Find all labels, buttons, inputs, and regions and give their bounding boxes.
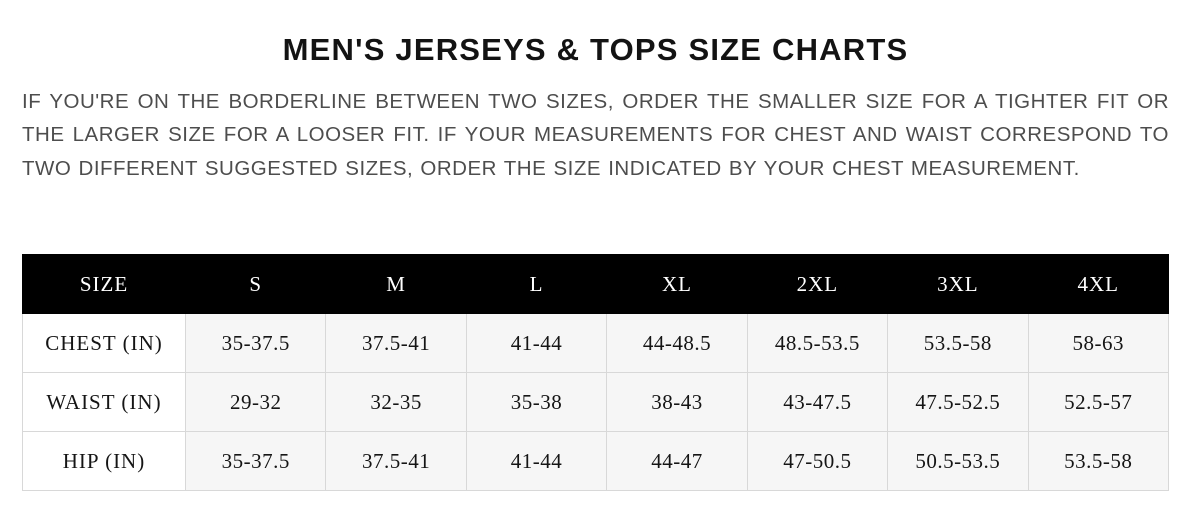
header-cell-4xl: 4XL	[1028, 255, 1168, 314]
header-cell-l: L	[466, 255, 606, 314]
cell-chest-m: 37.5-41	[326, 314, 466, 373]
cell-chest-4xl: 58-63	[1028, 314, 1168, 373]
header-cell-xl: XL	[607, 255, 747, 314]
cell-waist-s: 29-32	[186, 373, 326, 432]
cell-waist-2xl: 43-47.5	[747, 373, 887, 432]
cell-waist-4xl: 52.5-57	[1028, 373, 1168, 432]
cell-hip-m: 37.5-41	[326, 432, 466, 491]
table-header-row	[23, 255, 1169, 314]
header-cell-2xl: 2XL	[747, 255, 887, 314]
cell-hip-xl: 44-47	[607, 432, 747, 491]
header-cell-s: S	[186, 255, 326, 314]
row-label-chest: CHEST (IN)	[23, 314, 186, 373]
cell-hip-l: 41-44	[466, 432, 606, 491]
cell-hip-s: 35-37.5	[186, 432, 326, 491]
table-body	[23, 314, 1169, 491]
cell-waist-3xl: 47.5-52.5	[888, 373, 1028, 432]
cell-hip-2xl: 47-50.5	[747, 432, 887, 491]
cell-chest-s: 35-37.5	[186, 314, 326, 373]
cell-hip-4xl: 53.5-58	[1028, 432, 1168, 491]
table-header	[23, 255, 1169, 314]
cell-chest-xl: 44-48.5	[607, 314, 747, 373]
intro-paragraph: IF YOU'RE ON THE BORDERLINE BETWEEN TWO SIZES, ORDER THE SMALLER SIZE FOR A TIGHTER FIT OR THE LARGER SIZE FOR A LOOSER FIT. IF YOUR MEASUREMENTS FOR CHEST AND WAIST CORRESPOND TO TWO DIFFERENT SUGGESTED SIZES, ORDER THE SIZE INDICATED BY YOUR CHEST MEASUREMENT.	[22, 90, 1169, 180]
cell-waist-xl: 38-43	[607, 373, 747, 432]
cell-chest-3xl: 53.5-58	[888, 314, 1028, 373]
cell-hip-3xl: 50.5-53.5	[888, 432, 1028, 491]
cell-chest-l: 41-44	[466, 314, 606, 373]
header-cell-m: M	[326, 255, 466, 314]
cell-chest-2xl: 48.5-53.5	[747, 314, 887, 373]
table-row	[23, 314, 1169, 373]
table-row	[23, 373, 1169, 432]
size-chart-table	[22, 254, 1169, 491]
size-chart-table-wrapper	[22, 254, 1169, 491]
cell-waist-m: 32-35	[326, 373, 466, 432]
header-cell-size: SIZE	[23, 255, 186, 314]
cell-waist-l: 35-38	[466, 373, 606, 432]
row-label-waist: WAIST (IN)	[23, 373, 186, 432]
page-title: MEN'S JERSEYS & TOPS SIZE CHARTS	[282, 32, 909, 67]
header-cell-3xl: 3XL	[888, 255, 1028, 314]
table-row	[23, 432, 1169, 491]
row-label-hip: HIP (IN)	[23, 432, 186, 491]
